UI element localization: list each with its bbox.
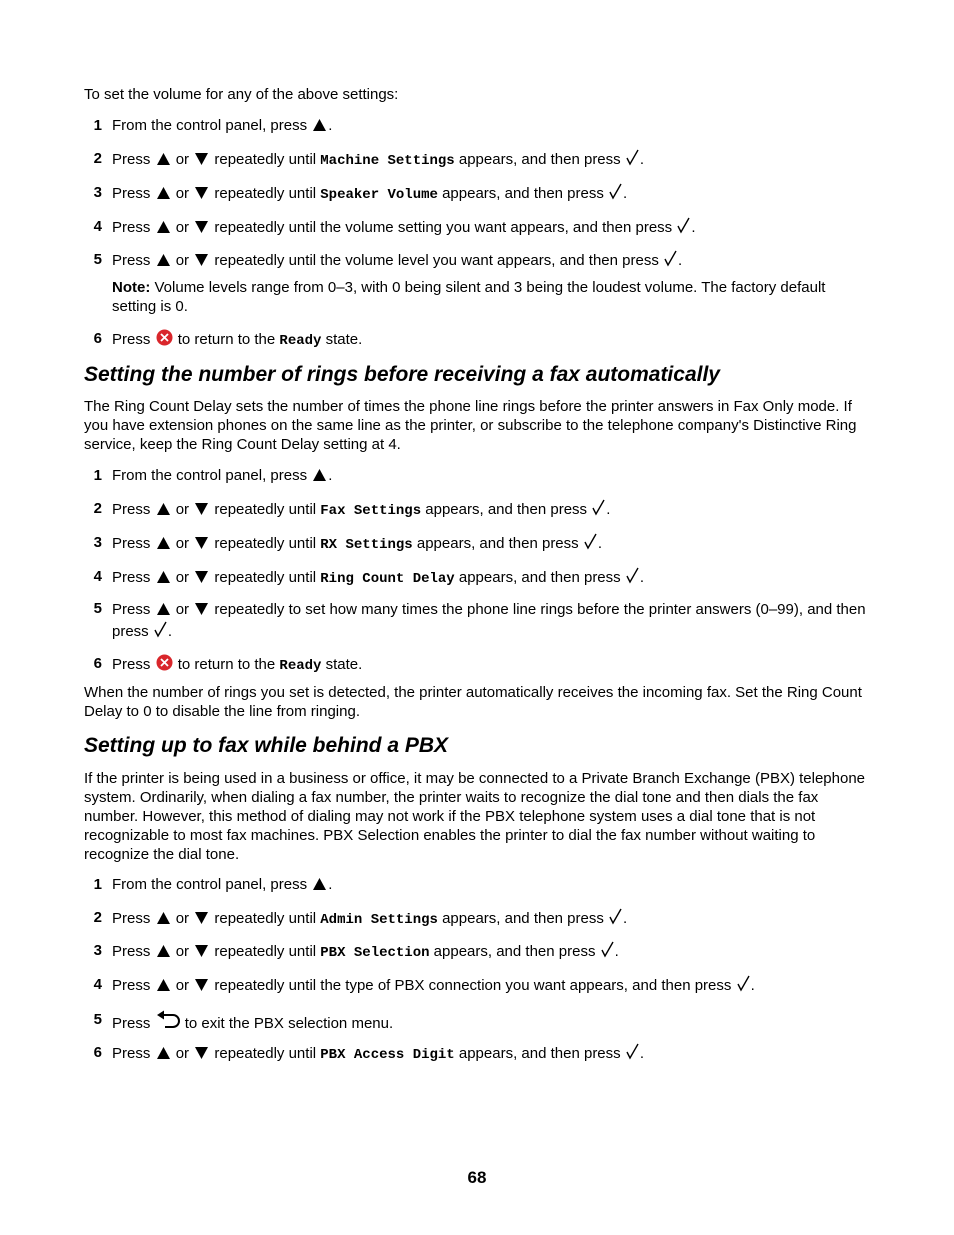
ring-count-intro: The Ring Count Delay sets the number of times the phone line rings before the printer answers in Fax Only mode. If you have extension phones on the same line as the printer, or subscribe to the telephone company's Distinctive Ring service, keep the Ring Count Delay setting at 4. bbox=[84, 398, 857, 453]
checkmark-icon bbox=[609, 908, 622, 925]
up-arrow-icon bbox=[312, 877, 327, 891]
checkmark-icon bbox=[592, 499, 605, 516]
down-arrow-icon bbox=[194, 502, 209, 516]
checkmark-icon bbox=[677, 217, 690, 234]
checkmark-icon bbox=[609, 183, 622, 200]
up-arrow-icon bbox=[156, 152, 171, 166]
page-number: 68 bbox=[467, 1168, 487, 1187]
down-arrow-icon bbox=[194, 602, 209, 616]
up-arrow-icon bbox=[156, 911, 171, 925]
down-arrow-icon bbox=[194, 944, 209, 958]
up-arrow-icon bbox=[156, 536, 171, 550]
checkmark-icon bbox=[626, 149, 639, 166]
checkmark-icon bbox=[626, 567, 639, 584]
pbx-intro: If the printer is being used in a business or office, it may be connected to a Private Branch Exchange (PBX) telephone system. Ordinarily, when dialing a fax number, the printer waits to recognize the dial tone and then dials the fax number. However, this method of dialing may not work if the PBX telephone system uses a dial tone that is not recognizable to most fax machines. PBX Selection enables the printer to dial the fax number without waiting to recognize the dial tone. bbox=[84, 770, 866, 863]
down-arrow-icon bbox=[194, 1046, 209, 1060]
down-arrow-icon bbox=[194, 536, 209, 550]
up-arrow-icon bbox=[156, 978, 171, 992]
volume-note: Note: Volume levels range from 0–3, with 0 being silent and 3 being the loudest volume. The factory default setting is 0. bbox=[112, 279, 826, 315]
checkmark-icon bbox=[737, 975, 750, 992]
ring-count-outro: When the number of rings you set is detected, the printer automatically receives the incoming fax. Set the Ring Count Delay to 0 to disable the line from ringing. bbox=[84, 684, 862, 720]
up-arrow-icon bbox=[156, 502, 171, 516]
up-arrow-icon bbox=[156, 1046, 171, 1060]
down-arrow-icon bbox=[194, 253, 209, 267]
down-arrow-icon bbox=[194, 220, 209, 234]
pbx-heading: Setting up to fax while behind a PBX bbox=[84, 734, 449, 757]
up-arrow-icon bbox=[156, 570, 171, 584]
down-arrow-icon bbox=[194, 186, 209, 200]
checkmark-icon bbox=[664, 250, 677, 267]
manual-page: To set the volume for any of the above settings: 1 From the control panel, press . 2 Press or repeatedly until Machine Settings appears, and then press . 3 Press or repeatedly until Speaker Volume appears, and then press . 4 Press or repeatedly until the volume setting you want appears, and then press . 5 Press or repeatedly until the volume level you want appears, and then press . Note: Volume levels range from 0–3, with 0 being silent and 3 being the loudest volume. The factory default setting is 0. 6 Press to return to the Ready state. Setting the number of rings before receiving a fax automatically The Ring Count Delay sets the number of times the phone line rings before the printer answers in Fax Only mode. If you have extension phones on the same line as the printer, or subscribe to the telephone company's Distinctive Ring service, keep the Ring Count Delay setting at 4. 1 From the control panel, press . 2 Press or repeatedly until Fax Settings appears, and then press . 3 Press or repeatedly until RX Settings appears, and then press . 4 Press or repeatedly until Ring Count Delay appears, and then press . 5 Press or repeatedly to set how many times the phone line rings before the printer answers (0–99), and then press . 6 Press to return to the Ready state. When the number of rings you set is detected, the printer automatically receives the incoming fax. Set the Ring Count Delay to 0 to disable the line from ringing. Setting up to fax while behind a PBX If the printer is being used in a business or office, it may be connected to a Private Branch Exchange (PBX) telephone system. Ordinarily, when dialing a fax number, the printer waits to recognize the dial tone and then dials the fax number. However, this method of dialing may not work if the PBX telephone system uses a dial tone that is not recognizable to most fax machines. PBX Selection enables the printer to dial the fax number without waiting to recognize the dial tone. 1 From the control panel, press . 2 Press or repeatedly until Admin Settings appears, and then press . 3 Press or repeatedly until PBX Selection appears, and then press . 4 Press or repeatedly until the type of PBX connection you want appears, and then press . 5 Press to exit the PBX selection menu. 6 Press or repeatedly until PBX Access Digit appears, and then press . 68 bbox=[0, 0, 954, 1235]
checkmark-icon bbox=[601, 941, 614, 958]
up-arrow-icon bbox=[156, 253, 171, 267]
up-arrow-icon bbox=[312, 468, 327, 482]
back-arrow-icon bbox=[156, 1010, 180, 1030]
checkmark-icon bbox=[584, 533, 597, 550]
up-arrow-icon bbox=[312, 118, 327, 132]
down-arrow-icon bbox=[194, 570, 209, 584]
cancel-icon bbox=[156, 329, 173, 346]
up-arrow-icon bbox=[156, 220, 171, 234]
up-arrow-icon bbox=[156, 602, 171, 616]
checkmark-icon bbox=[154, 621, 167, 638]
down-arrow-icon bbox=[194, 152, 209, 166]
ring-count-heading: Setting the number of rings before receiving a fax automatically bbox=[84, 363, 720, 386]
cancel-icon bbox=[156, 654, 173, 671]
checkmark-icon bbox=[626, 1043, 639, 1060]
down-arrow-icon bbox=[194, 911, 209, 925]
volume-intro: To set the volume for any of the above settings: bbox=[84, 86, 399, 103]
up-arrow-icon bbox=[156, 944, 171, 958]
up-arrow-icon bbox=[156, 186, 171, 200]
down-arrow-icon bbox=[194, 978, 209, 992]
